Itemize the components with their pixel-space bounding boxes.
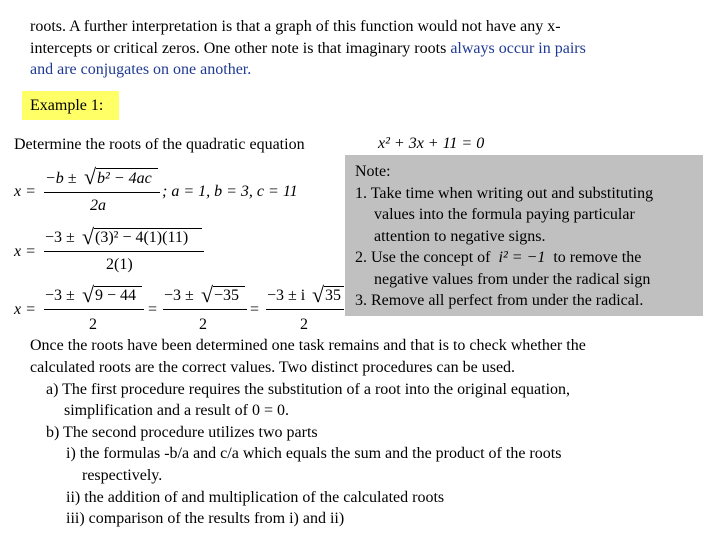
note-item-3: 3. Remove all perfect from under the radical.	[355, 292, 644, 309]
formula-numerator-prefix: −b ±	[45, 170, 77, 187]
formula-radical-bar	[96, 168, 158, 169]
step3-fraction2-prefix: −3 ±	[164, 287, 194, 304]
formula-lhs: x =	[14, 183, 36, 200]
note-box	[345, 155, 703, 316]
note-title: Note:	[355, 163, 391, 180]
formula-sqrt-icon: √	[84, 164, 97, 189]
question-text: Determine the roots of the quadratic equation	[14, 136, 305, 153]
body-item-b-1: b) The second procedure utilizes two parts	[46, 424, 318, 441]
intro-line-3: and are conjugates on one another.	[30, 61, 252, 78]
body-item-a-1: a) The first procedure requires the substitution of a root into the original equation,	[46, 381, 571, 398]
step3-fraction2-sqrt-icon: √	[201, 282, 214, 307]
example-label: Example 1:	[22, 91, 119, 120]
intro-line-2	[30, 38, 586, 59]
note-item-2a-post: to remove the	[553, 249, 642, 266]
body-item-b-i-1: i) the formulas -b/a and c/a which equals the sum and the product of the roots	[66, 445, 562, 462]
step2-fraction-bar	[44, 251, 204, 252]
step3-fraction2-bar	[163, 309, 247, 310]
step3-fraction1-radicand: 9 − 44	[95, 287, 137, 304]
step3-equals-1: =	[148, 301, 158, 318]
step3-equals-2: =	[250, 301, 260, 318]
body-item-b-ii: ii) the addition of and multiplication of the calculated roots	[66, 489, 445, 506]
formula-params: ; a = 1, b = 3, c = 11	[162, 183, 298, 200]
note-item-2a	[355, 247, 695, 269]
body-item-b-i-2: respectively.	[82, 467, 163, 484]
step3-fraction1-prefix: −3 ±	[45, 287, 75, 304]
intro-line-1: roots. A further interpretation is that a graph of this function would not have any x-	[30, 18, 561, 35]
intro-line-2-highlight: always occur in pairs	[450, 40, 586, 57]
step3-fraction1-bar	[44, 309, 144, 310]
step3-fraction1-sqrt-icon: √	[82, 282, 95, 307]
formula-denominator: 2a	[90, 197, 106, 214]
body-line-2: calculated roots are the correct values. Two distinct procedures can be used.	[30, 359, 516, 376]
note-item-1c: attention to negative signs.	[374, 227, 546, 245]
step2-sqrt-icon: √	[82, 224, 95, 249]
formula-radicand: b² − 4ac	[97, 170, 152, 187]
step2-denominator: 2(1)	[106, 256, 133, 273]
step3-fraction3-prefix: −3 ± i	[267, 287, 306, 304]
step3-fraction3-bar	[266, 309, 344, 310]
body-item-a-2: simplification and a result of 0 = 0.	[64, 402, 289, 419]
body-item-b-iii: iii) comparison of the results from i) and ii)	[66, 510, 345, 527]
step3-fraction3-sqrt-icon: √	[312, 282, 325, 307]
intro-line-2-text: intercepts or critical zeros. One other note is that imaginary roots	[30, 40, 451, 57]
step3-fraction3-denominator: 2	[300, 316, 308, 333]
step3-fraction2-radicand: −35	[214, 287, 240, 304]
note-item-2a-pre: 2. Use the concept of	[355, 249, 491, 266]
formula-fraction-bar	[44, 192, 160, 193]
step2-numerator-prefix: −3 ±	[45, 229, 75, 246]
step3-lhs: x =	[14, 301, 36, 318]
note-item-2b: negative values from under the radical sign	[374, 270, 651, 288]
body-line-1: Once the roots have been determined one task remains and that is to check whether the	[30, 337, 586, 354]
step3-fraction2-denominator: 2	[199, 316, 207, 333]
question-equation: x² + 3x + 11 = 0	[378, 135, 485, 152]
note-item-2a-math: i² = −1	[498, 249, 546, 266]
step3-fraction1-denominator: 2	[89, 316, 97, 333]
step2-lhs: x =	[14, 243, 36, 260]
note-item-1a: 1. Take time when writing out and substituting	[355, 184, 654, 202]
note-item-1b: values into the formula paying particular	[374, 206, 635, 223]
step2-radicand: (3)² − 4(1)(11)	[95, 229, 189, 246]
step3-fraction3-radicand: 35	[325, 287, 341, 304]
